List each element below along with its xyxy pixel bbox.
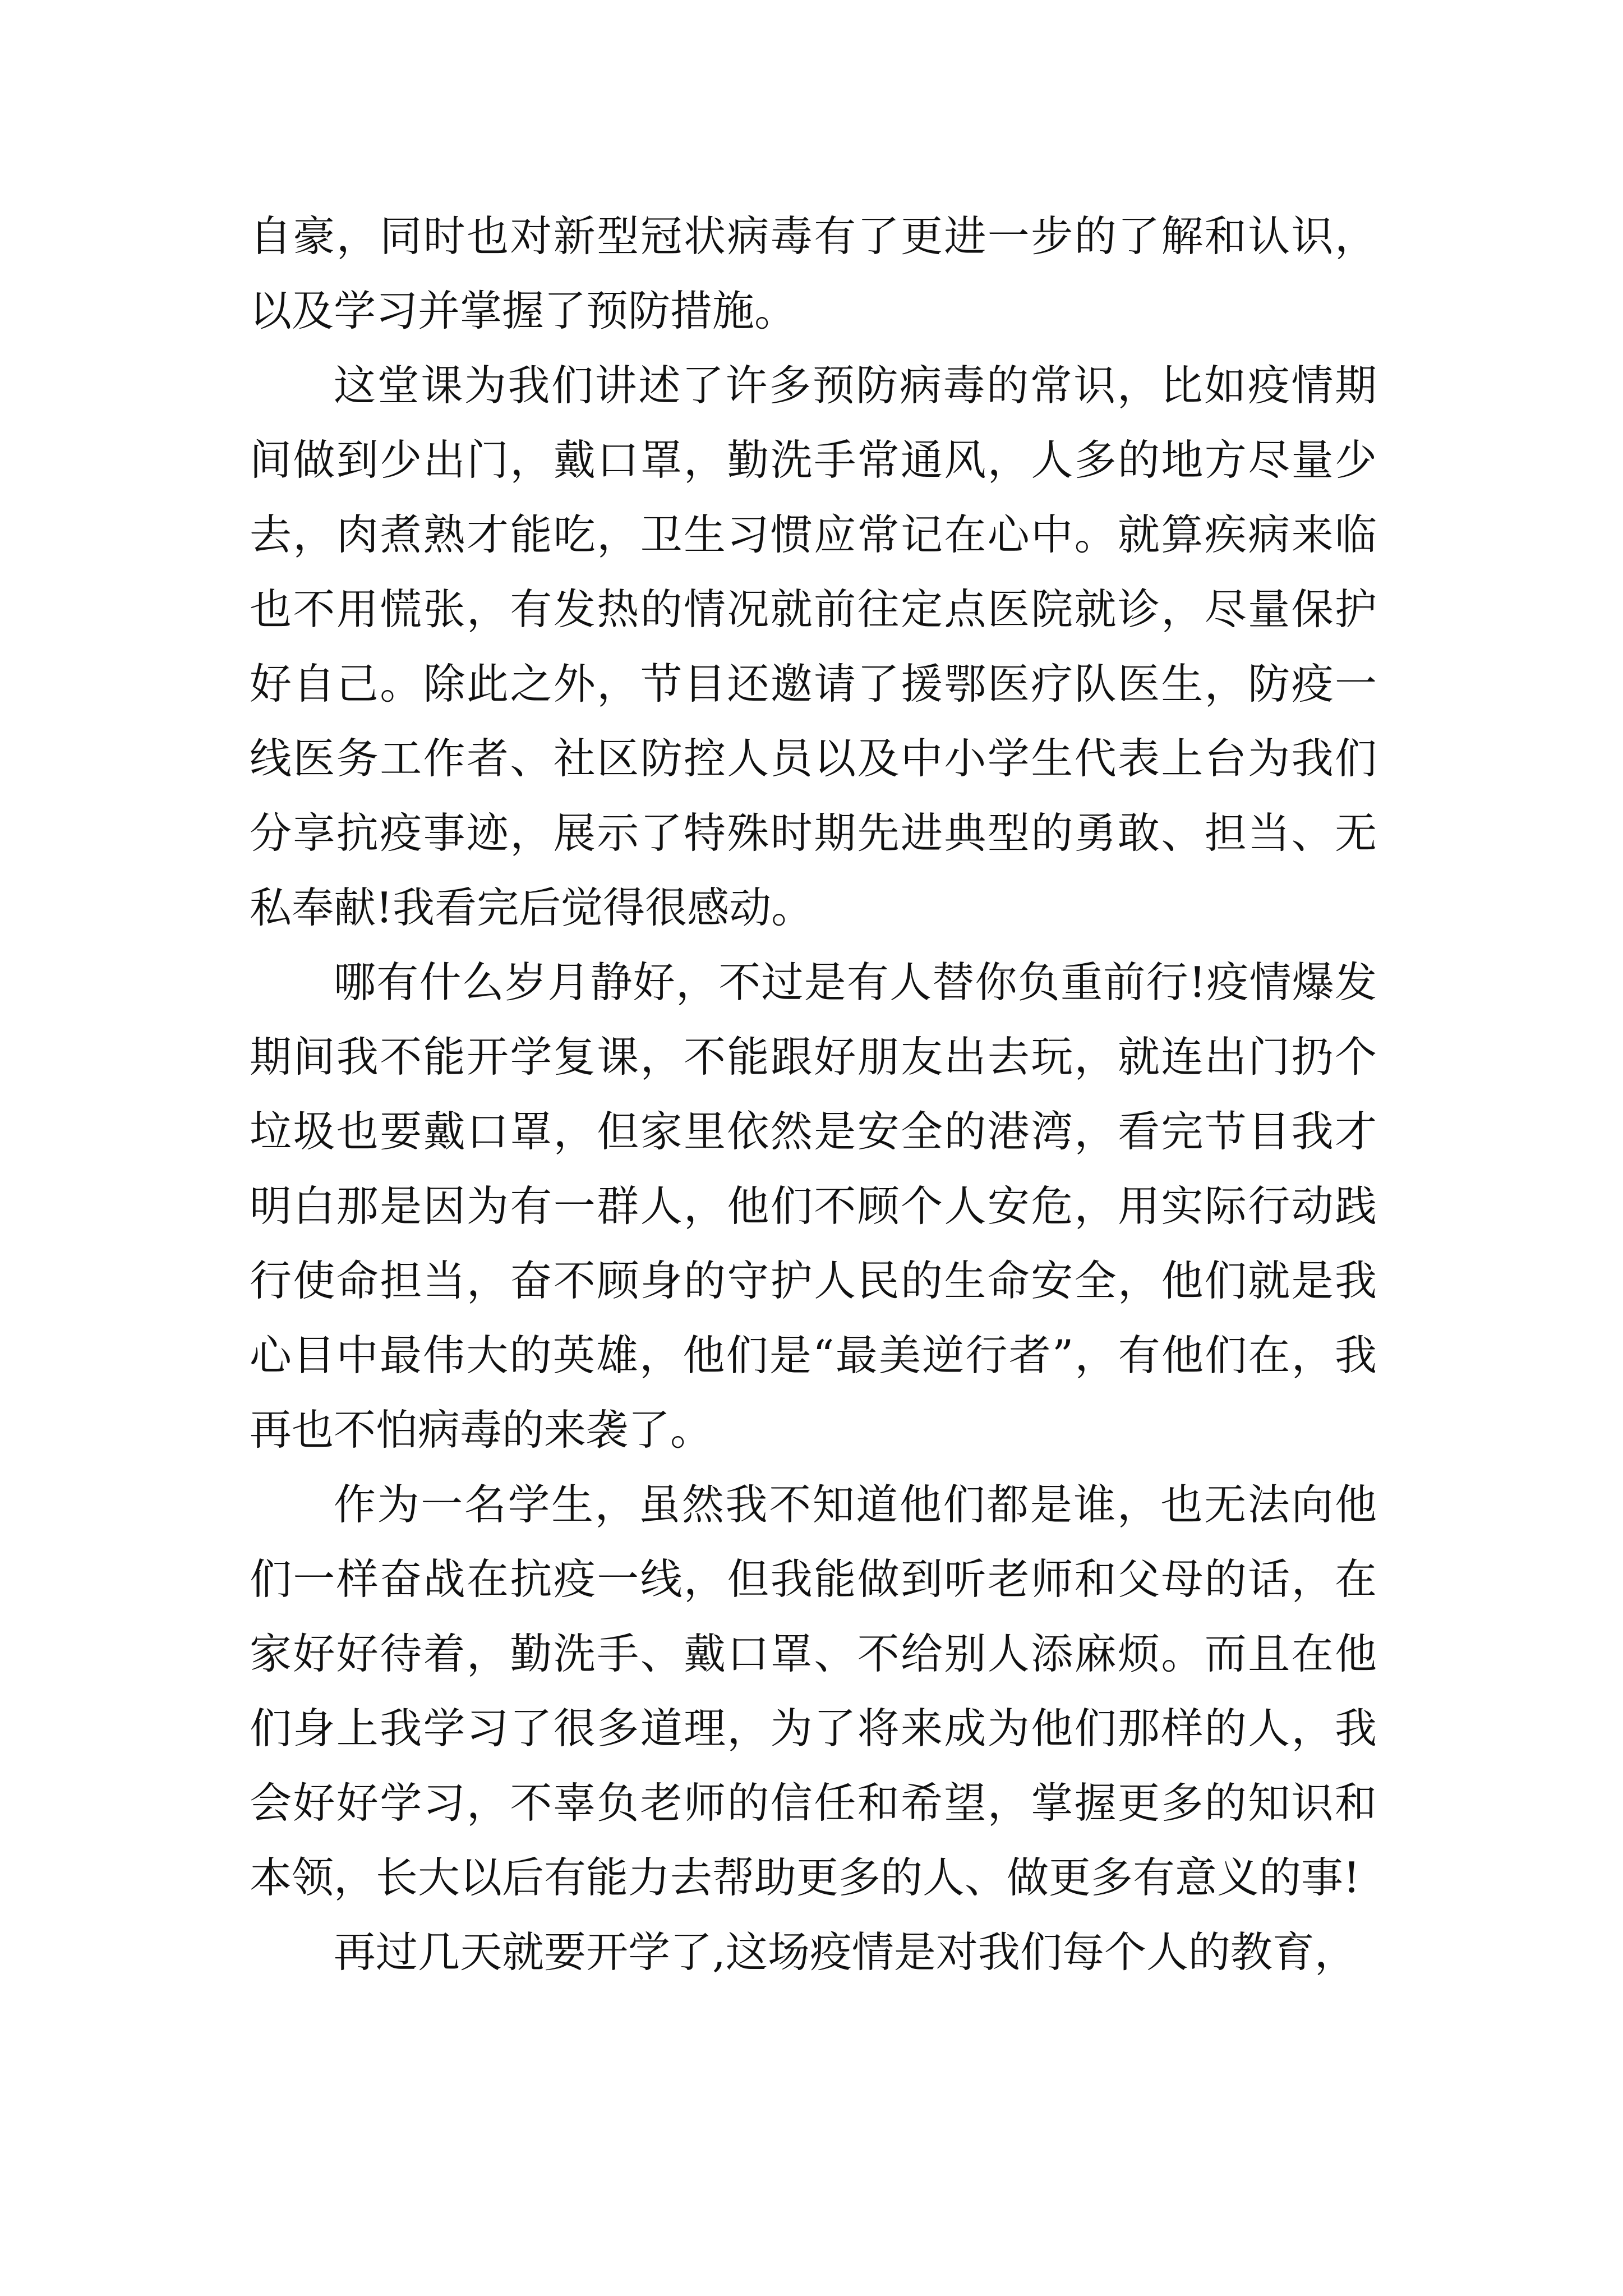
paragraph-3: 哪有什么岁月静好，不过是有人替你负重前行!疫情爆发期间我不能开学复课，不能跟好朋友出去玩，就连出门扔个垃圾也要戴口罩，但家里依然是安全的港湾，看完节目我才明白那是因为有一群人，他们不顾个人安危，用实际行动践行使命担当，奋不顾身的守护人民的生命安全，他们就是我心目中最伟大的英雄，他们是“最美逆行者”，有他们在，我再也不怕病毒的来袭了。: [250, 958, 1377, 1455]
body-text: [250, 199, 1377, 1990]
paragraph-1: 自豪，同时也对新型冠状病毒有了更进一步的了解和认识，以及学习并掌握了预防措施。: [250, 211, 1377, 335]
paragraph-4: 作为一名学生，虽然我不知道他们都是谁，也无法向他们一样奋战在抗疫一线，但我能做到听老师和父母的话，在家好好待着，勤洗手、戴口罩、不给别人添麻烦。而且在他们身上我学习了很多道理，为了将来成为他们那样的人，我会好好学习，不辜负老师的信任和希望，掌握更多的知识和本领，长大以后有能力去帮助更多的人、做更多有意义的事!: [250, 1480, 1377, 1902]
paragraph-2: 这堂课为我们讲述了许多预防病毒的常识，比如疫情期间做到少出门，戴口罩，勤洗手常通风，人多的地方尽量少去，肉煮熟才能吃，卫生习惯应常记在心中。就算疾病来临也不用慌张，有发热的情况就前往定点医院就诊，尽量保护好自己。除此之外，节目还邀请了援鄂医疗队医生，防疫一线医务工作者、社区防控人员以及中小学生代表上台为我们分享抗疫事迹，展示了特殊时期先进典型的勇敢、担当、无私奉献!我看完后觉得很感动。: [250, 361, 1377, 932]
paragraph-5: 再过几天就要开学了,这场疫情是对我们每个人的教育，: [334, 1927, 1357, 1977]
